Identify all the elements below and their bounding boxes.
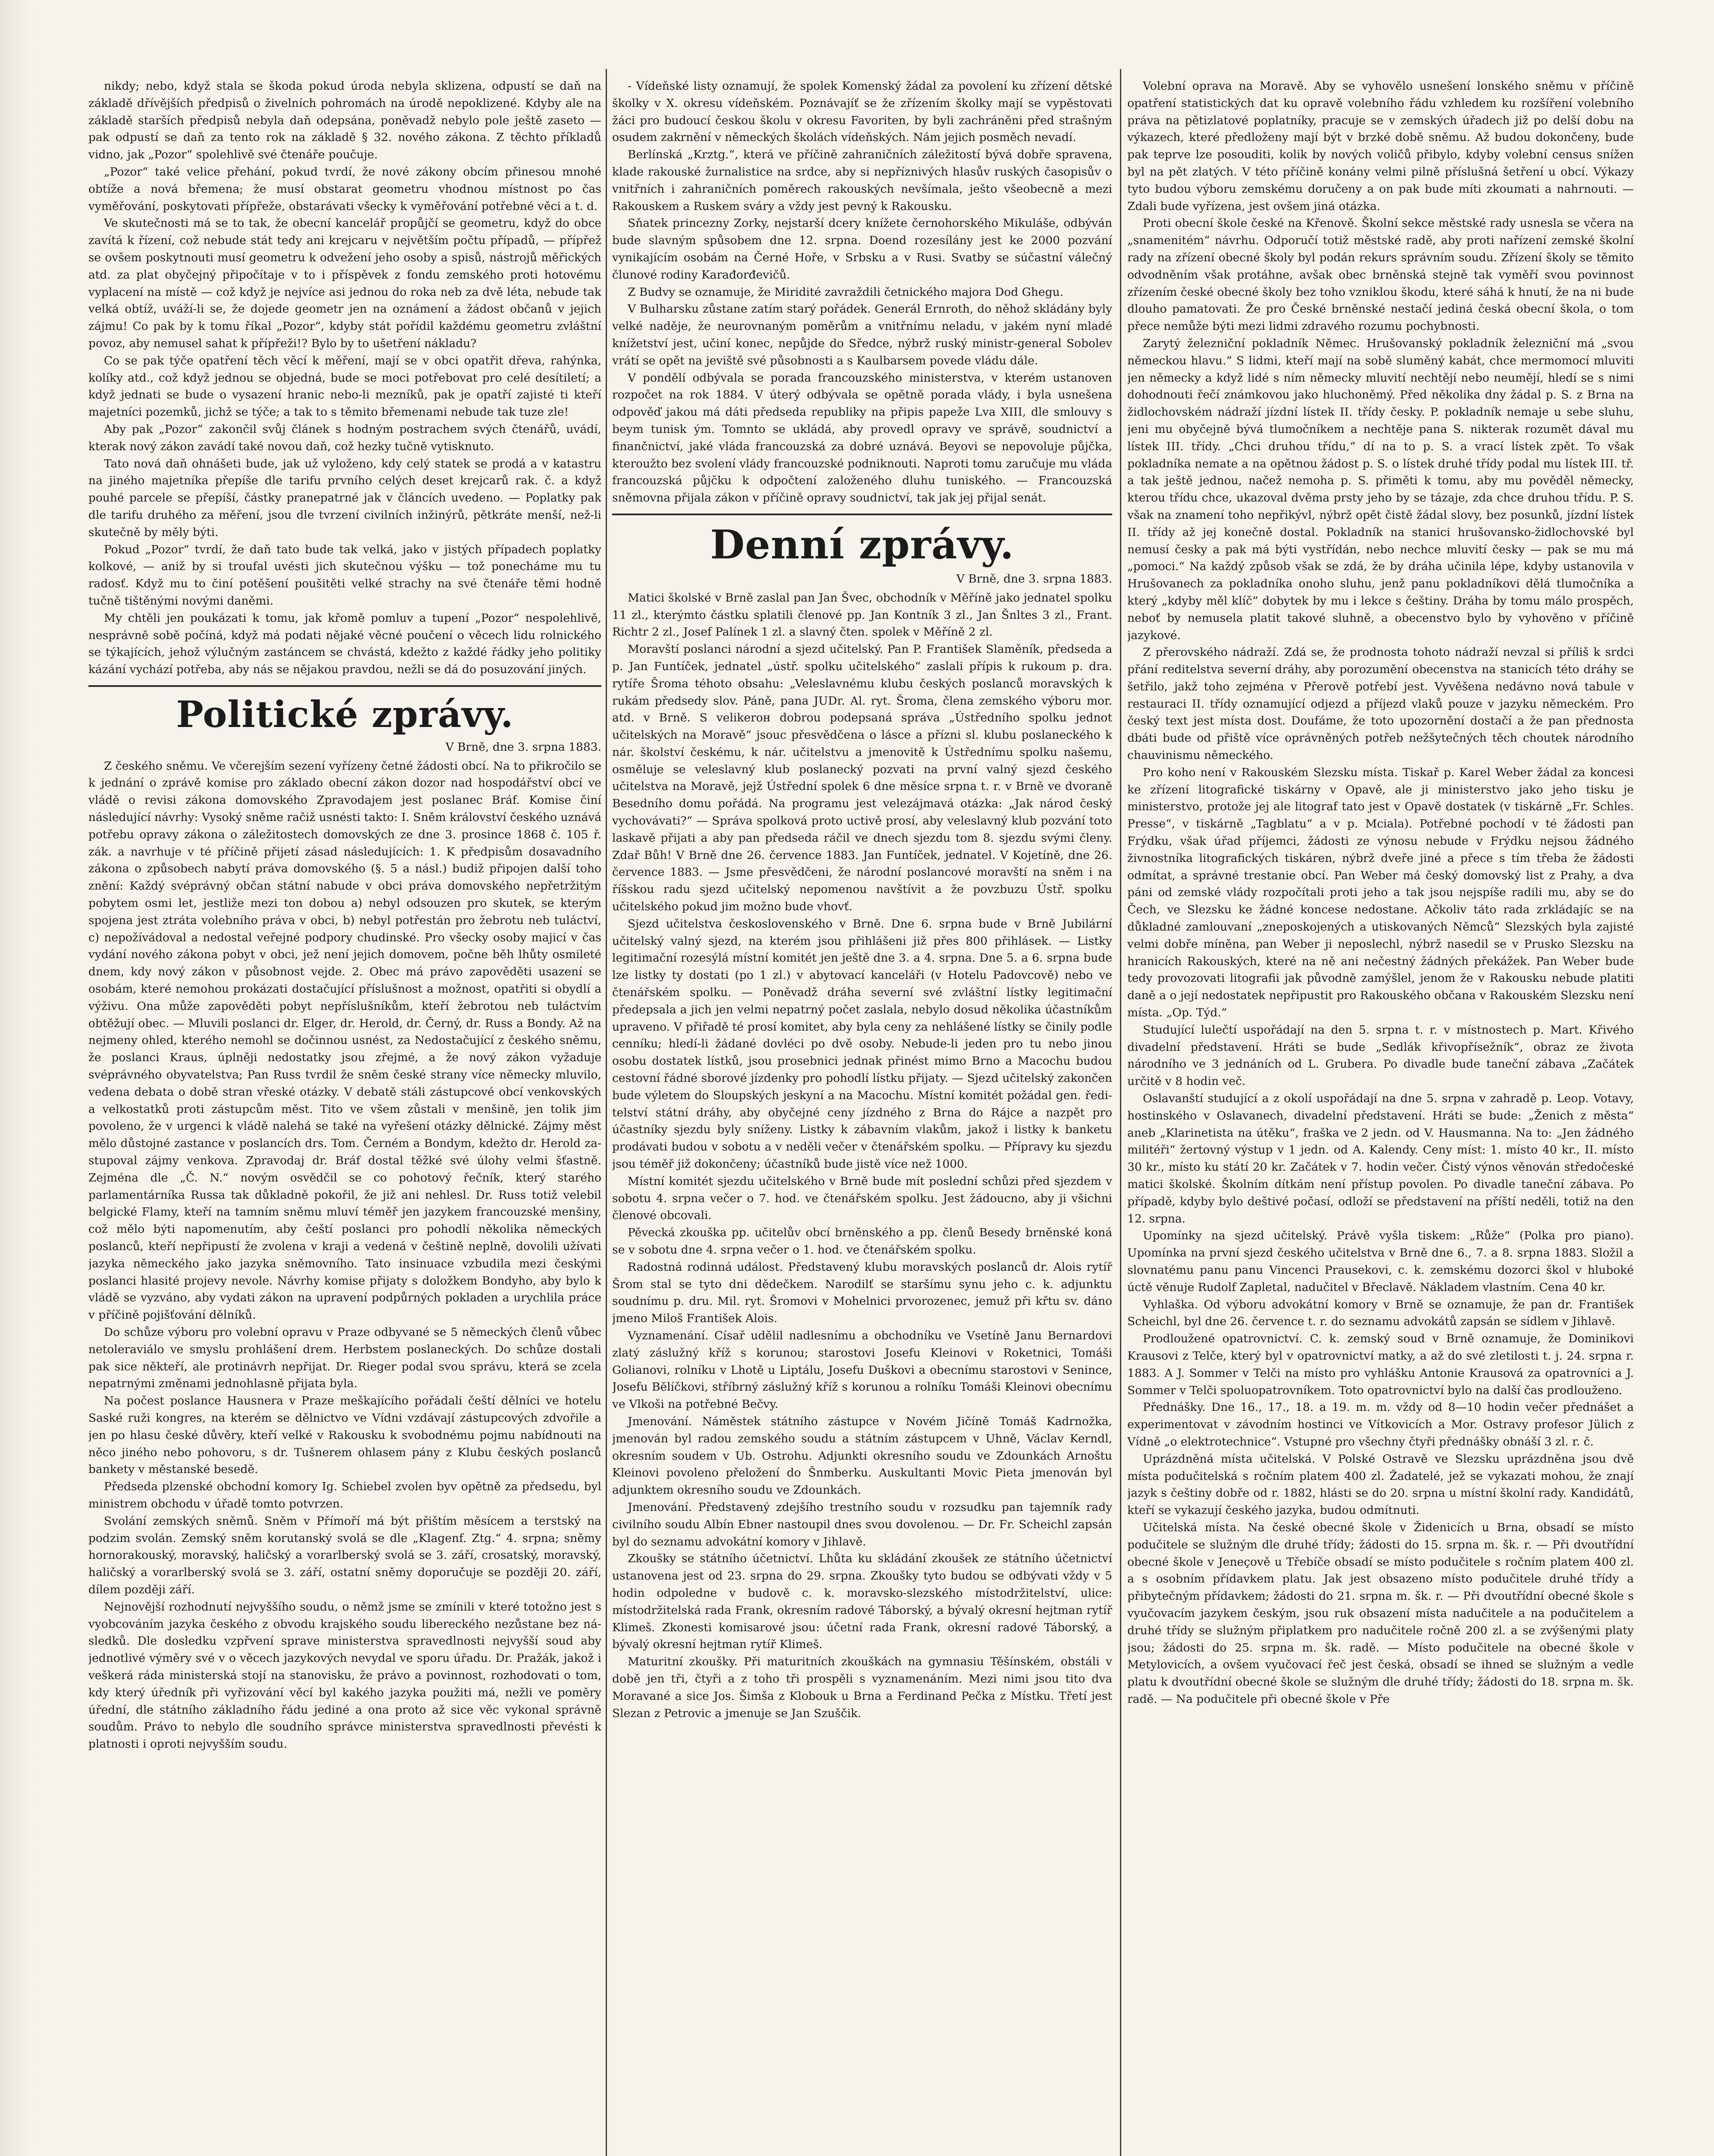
article-paragraph: Upomínky na sjezd učitelský. Právě vyšla tiskem: „Růže“ (Polka pro piano). Upomínka na první sjezd českého učitelstva v Brně dne 6., 7. a 8. srpna 1883. Složil a slovnatému panu panu Vincenci Prausekovi, c. k. zemskému dozorci škol v hluboké úctě věnuje Rudolf Zapletal, nadučitel v Břeclavě. Nákladem vlastním. Cena 40 kr. — [1127, 1229, 1634, 1294]
article-paragraph: Proti obecní škole české na Křenově. Školní sekce městské rady usnesla se včera na „snamenitém“ návrhu. Odporučí totiž městské radě, aby proti nařízení zemské školní rady na zřízení obecné školy byl podán rekurs správním soudu. Zřízení školy se těmito odvodněním však protáhne, avšak obec brněnská stejně tak vyměří svou povinnost zřízením české obecné školy bez toho vzniklou škodu, které sáhá k hnutí, že na ni bude dlouho pamatovati. Že pro České brněnské nestačí jediná česká obecní škola, o tom přece nemůže býti mezi lidmi zdravého rozumu pochybnosti. — [1127, 216, 1634, 333]
dateline: V Brně, dne 3. srpna 1883. — [445, 740, 601, 754]
article-paragraph: „Pozor“ také velice přehání, pokud tvrdí, že nové zákony obcím přinesou mnohé obtíže a nová břemena; že musí obstarat geometru vhodnou místnost po čas vyměřování, poskytovati přípřeže, obstarávati všecky k vyměřování potřebné věci a t. d. — [88, 165, 601, 213]
section-divider — [88, 685, 601, 687]
column-2 — [612, 78, 1112, 2156]
article-paragraph: Učitelská místa. Na české obecné škole v Židenicích u Brna, obsadí se místo podučitele se služným dle druhé třídy; žádosti do 15. srpna m. šk. r. — Při dvoutřídní obecné škole v Jeneçově u Třebíče obsadí se místo podučitele s ročním platem 400 zl. a s osobním přídavkem platu. Jak jest obsazeno místo podučitele druhé třídy a přibytečným přídavkem; žádosti do 21. srpna m. šk. r. — Při dvoutřídní obecné škole s vyučovacím jazykem českým, jsou ruk obsazení místa nadučitele a na podučitelem a druhé třídy se služným připlatkem pro nadučitele ročně 200 zl. a se zvýšenými platy jsou; žádosti do 25. srpna m. šk. radě. — Místo podučitele na obecné škole v Metylovicích, a ovšem vyučovací řeč jest česká, obsadí se ihned se služným a vedle platu k dvoutřídní obecné škole se služným dle druhé třídy; žádosti do 18. srpna m. šk. radě. — Na podučitele při obecné škole v Pře — [1127, 1520, 1634, 1706]
page-edge-shadow — [0, 0, 34, 2156]
article-paragraph: Na počest poslance Hausnera v Praze meškajícího pořádali čeští dělníci ve hotelu Saské ruži kongres, na kterém se dělnictvo ve Vídni vzdávají zástupcových zdvořile a jen po hlasu české důvěry, kteří velké v Rakousku k svobodnému pojmu nabídnouti na něco jiného nebo pohovoru, s dr. Tušnerem ohlasem pány z Klubu českých poslanců bankety v městanské besedě. — [88, 1394, 601, 1476]
article-paragraph: Předseda plzenské obchodní komory Ig. Schiebel zvolen byv opětně za předsedu, byl ministrem obchodu v úřadě tomto potvrzen. — [88, 1480, 601, 1510]
section-heading-denni: Denní zprávy. — [710, 521, 1014, 568]
article-paragraph: Jmenování. Představený zdejšího trestního soudu v rozsudku pan tajemník rady civilního soudu Albín Ebner nastoupil dnes svou dovolenou. — Dr. Fr. Scheichl zapsán byl do seznamu advokátní komory v Jihlavě. — [612, 1500, 1112, 1548]
article-paragraph: Aby pak „Pozor“ zakončil svůj článek s hodným postrachem svých čtenářů, uvádí, kterak nový zákon zavádí také novou daň, což hezky tučně vytisknuto. — [88, 422, 601, 453]
article-paragraph: My chtěli jen poukázati k tomu, jak křomě pomluv a tupení „Pozor“ nespolehlivě, nesprávně sobě počíná, když má podati nějaké věcné poučení o věcech lidu rolnického se týkajících, jehož výlučným zastáncem se chvástá, kdežto z každé řádky jeho politiky kázání vychází potřeba, aby nás se nějakou pravdou, nežli se dá do posuzování jiných. — [88, 611, 601, 677]
column-rule-2 — [1120, 69, 1121, 2156]
article-paragraph: Maturitní zkoušky. Při maturitních zkouškách na gymnasiu Těšínském, obstáli v době jen tři, čtyři a z toho tři prospěli s vyznamenáním. Mezi nimi jsou tito dva Moravané a sice Jos. Šimša z Klobouk u Brna a Ferdinand Pečka z Místku. Třetí jest Slezan z Petrovic a jmenuje se Jan Szuščik. — [612, 1655, 1112, 1720]
article-paragraph: Z Budvy se oznamuje, že Miridité zavraždili četnického majora Dod Ghegu. — [628, 285, 1063, 299]
article-paragraph: Sjezd učitelstva československého v Brně. Dne 6. srpna bude v Brně Jubilární učitelský valný sjezd, na kterém jsou přihlášeni již přes 800 přihlásek. — Listky legitimační rozesýlá místní komitét jen ještě dne 3. a 4. srpna. Dne 5. a 6. srpna bude lze listky ty dostati (po 1 zl.) v abytovací kanceláři (v Hotelu Padovcově) nebo ve čtenářském spolku. — Poněvadž dráha severní své zvláštní lístky legitimační předepsala a jich jen velmi nepatrný počet zaslala, nebylo dosud několika účastníkům upraveno. V přiřadě té prosí komitet, aby byla ceny za nehlášené lístky se činily podle cenníku; hledí-li žádané dovléci po dvě osoby. Nebude-li jeden pro tu nebo jinou osobu dostatek lístků, jsou prosebnici jednak přinést mimo Brno a Macochu budou cestovní řádné sborové jízdenky pro pohodlí lístku přijaty. — Sjezd učitelský zakončen bude výletem do Sloupských jeskyní a na Macochu. Místní komitét požádal gen. ředitelství státní dráhy, aby obyčejné ceny jízdného z Brna do Rájce a nazpět pro účastníky sjezdu byly sníženy. Listky k zábavním vlakům, jakož i listky k banketu prodávati budou v sobotu a v neděli večer v čtenářském spolku. — Přípravy ku sjezdu jsou téměř již dokončeny; účastníků bude jistě více než 1000. — [612, 917, 1112, 1171]
article-paragraph: V pondělí odbývala se porada francouzského ministerstva, v kterém ustanoven rozpočet na rok 1884. V úterý odbývala se opětně porada vlády, i byla usnešena odpověď jakou má dáti předseda republiky na připis papeže Lva XIII, dle smlouvy s beym tunisk ým. Tomnto se ukládá, aby provedl opravy ve správě, soudnictví a finančnictví, jaké vláda francouzská za dobré uznává. Beyovi se nepovoluje půjčka, kteroužto bez svolení vlády francouzské podniknouti. Naproti tomu zaručuje mu vláda francouzská půjčku k odpočtení založeného dluhu tuniského. — Francouzská sněmovna přijala zákon v příčině opravy soudnictví, tak jak jej přijal senát. — [612, 371, 1112, 505]
article-paragraph: Zarytý železniční pokladník Němec. Hrušovanský pokladník železniční má „svou německou hlavu.“ S lidmi, kteří mají na sobě sluměný kabát, chce mermomocí mluviti jen německy a když lidé s ním německy mluvití nechtějí nebo neumějí, hledí se s nimi dohodnouti řečí známkovou jako hluchoněmý. Před několika dny žádal p. S. z Brna na židlochovském nádraží jízdní lístek II. třídy česky. P. pokladník nemaje u sebe sluhu, jeni mu obyčejně bývá tlumočníkem a nechtěje pana S. nikterak rozumět dával mu lístek III. třídy. „Chci druhou třídu,“ dí na to p. S. a vrací lístek zpět. To však pokladníka nemate a na opětnou žádost p. S. o lístek druhé třídy podal mu lístek III. tř. a tak ještě jednou, načež nemoha p. S. přiměti k tomu, aby mu pověděl německy, kterou třídu chce, ukazoval dvěma prsty jeho by se tázaje, zda chce druhou třídu. P. S. však na znamení toho nepřikývl, nýbrž opět čistě žádal slovy, bez posunků, jízdní lístek II. třídy až jej konečně dostal. Pokladník na stanici hrušovansko-židlochovské byl nemusí česky a pak má býti vystřídán, nebo nechce mluvití česky — pak se mu má „pomoci.“ Na každý způsob však se zdá, že by dráha učinila lépe, kdyby ustanovila v Hrušovanech za pokladníka onoho sluhu, jenž panu pokladníkovi dělá tlumočníka a který „kdyby měl klíč“ dobytek by mu i lekce s češtiny. Dráha by tomu málo prospěch, neboť by nemusela platit takové sluhně, a obecenstvo bylo by vyhověno v příčině jazykové. — [1127, 336, 1634, 642]
article-paragraph: Pěvecká zkouška pp. učitelův obcí brněnského a pp. členů Besedy brněnské koná se v sobotu dne 4. srpna večer o 1. hod. ve čtenářském spolku. — [612, 1226, 1112, 1257]
section-divider — [612, 514, 1112, 515]
article-paragraph: Vyhlaška. Od výboru advokátní komory v Brně se oznamuje, že pan dr. František Scheichl, byl dne 26. července t. r. do seznamu advokátů zapsán se sídlem v Jihlavě. — [1127, 1297, 1634, 1329]
column-3 — [1127, 78, 1634, 2156]
article-paragraph: Jmenování. Náměstek státního zástupce v Novém Jičíně Tomáš Kadrnožka, jmenován byl radou zemského soudu a státním zástupcem v Uhně, Václav Kerndl, okresním soudem v Ub. Ostrohu. Adjunkti okresního soudu ve Zdounkách Arnoštu Kleinovi povoleno přeložení do Šnmberku. Auskultanti Movic Pieta jmenován byl adjunktem okresního soudu ve Zdounkách. — [612, 1414, 1112, 1497]
article-paragraph: Uprázdněná místa učitelská. V Polské Ostravě ve Slezsku uprázdněna jsou dvě místa podučitelská s ročním platem 400 zl. Žadatelé, jež se vykazati mohou, že znají jazyk s češtiny dobře od r. 1882, hlásti se do 20. srpna u místní školní rady. Kandidátů, kteří se vykazují českého jazyka, budou odmítnuti. — [1127, 1452, 1634, 1517]
article-paragraph: Pokud „Pozor“ tvrdí, že daň tato bude tak velká, jako v jistých případech poplatky kolkové, — aniž by si troufal uvésti jich skutečnou výšku — tož ponecháme mu tu radosť. Když mu to činí potěšení poušitěti velké strachy na své čtenáře těmi hodně tučně tištěnými novými daněmi. — [88, 542, 601, 608]
article-paragraph: Svolání zemských sněmů. Sněm v Přímoří má být přištím měsícem a terstský na podzim svolán. Zemský sněm korutanský svolá se dle „Klagenf. Ztg.“ 4. srpna; sněmy hornorakouský, moravský, haličský a vorarlberský svolá se 3. září, crosatský, moravský, haličský a vorarlberský svolá se 3. září, ostatní sněmy doporučuje se později 20. září, dílem později září. — [88, 1514, 601, 1596]
article-paragraph: - Vídeňské listy oznamují, že spolek Komenský žádal za povolení ku zřízení dětské školky v X. okresu vídeňském. Poznávajíť se že zřízením školky mají se vypěstovati žáci pro budoucí českou školu v okresu Favoriten, by byli zachráněni před strašným osudem zakrnění v německých školách vídeňských. Nám jejich posměch nevadí. — [612, 79, 1112, 144]
article-paragraph: Prodloužené opatrovnictví. C. k. zemský soud v Brně oznamuje, že Dominikovi Krausovi z Telče, který byl v opatrovnictví matky, a až do své zletilosti t. j. 24. srpna r. 1883. A J. Sommer v Telči na místo pro vyhlášku Antonie Krausová za opatrovníci a J. Sommer v Telči spoluopatrovníkem. Toto opatrovnictví bylo na další čas prodlouženo. — [1127, 1332, 1634, 1397]
article-paragraph: Nejnovější rozhodnutí nejvyššího soudu, o němž jsme se zmínili v které totožno jest s vyobcováním jazyka českého z obvodu krajského soudu libereckého nezůstane bez následků. Dle dosledku vzpřvení sprave ministerstva spravedlnosti nejvyšší soud aby jednotlivé výměry své v o věcech jazykových nevydal ve sporu úřadu. Dr. Pražák, jakož i veškerá ráda ministerská stojí na stanovisku, že právo a povinnost, rozhodovati o tom, kdy který úředník při vyřizování věcí byl kakého jazyka použiti má, nežli ve poměry úřední, dle státního základního řádu jediné a ona proto až sice věc vykonal správně soudům. Právo to nebylo dle soudního správce ministerstva spravedlnosti převésti k platnosti i oproti nejvyšším soudu. — [88, 1600, 601, 1751]
article-paragraph: Volební oprava na Moravě. Aby se vyhovělo usnešení lonského sněmu v příčině opatření statistických dat ku opravě volebního řádu vzhledem ku rozšíření volebního práva na pětizlatové poplatníky, pracuje se v zemských úřadech již po delší dobu na výkazech, které předloženy mají být v brzké době sněmu. Až budou dokončeny, bude pak teprve lze posouditi, kolik by nových voličů přibylo, kdyby volební census snížen byl na pět zlatých. V této příčině konány velmi pilně příslušná šetření u obcí. Výkazy tyto budou výboru zemskému doručeny a on pak bude míti zkoumati a nahrnouti. — Zdali bude vyřízena, jest ovšem jiná otázka. — [1127, 79, 1634, 213]
article-paragraph: Z českého sněmu. Ve včerejším sezení vyřízeny četné žádosti obcí. Na to přikročilo se k jednání o zprávě komise pro základo obecní zákon dozor nad hospodářství obcí ve vládě o revisi zákona domovského Zpravodajem jest poslanec Bráf. Komise činí následující návrhy: Vysoký sněme račiž usnésti takto: I. Sněm království českého uznává potřebu opravy zákona o záležitostech domovských ze dne 3. prosince 1868 č. 105 ř. zák. a navrhuje v té příčině přijetí zásad následujících: 1. K předpisům dosavadního zákona o způsobech nabytí práva domovského (§. 5 a násl.) budiž připojen další toho znění: Každý svéprávný občan státní nabude v obci práva domovského nepřetržitým pobytem osmi let, jestliže mezi ton dobou a) nebyl odsouzen pro skutek, se kterým spojena jest ztráta volebního práva v obci, b) nebyl potřestán pro žebrotu neb tuláctví, c) nepožívádoval a nedostal veřejné podpory chudinské. Pro všecky osoby majicí v čas vydání nového zákona pobyt v obci, jež není jejich domovem, počne běh lhůty osmileté dnem, kdy nový zákon v působnost vejde. 2. Obec má právo zapověděti usazení se osobám, které nemohou prokázati dostačující příslušnost a možnost, opatřiti si obydlí a výživu. Ona může zapověděti pobyt nepříslušníkům, kteří žebrotou neb tuláctvím obtěžují obec. — Mluvili poslanci dr. Elger, dr. Herold, dr. Černý, dr. Russ a Bondy. Až na nejmeny ohled, kterého nemohl se dočinnou usnést, za Nedostačující z českého sněmu, že poslanci Kraus, úplněji nedostatky jsou zřejmé, a že nový zákon vyžaduje svéprávného obyvatelstva; Pan Russ tvrdil že sněm české strany více německy mluvilo, vedena debata o době stran vřeské otázky. V debatě stáli zástupcové obcí venkovských a velkostatků proti zástupcům měst. Tito ve všem zůstali v menšině, jen tolik jim povoleno, že v urgenci k vládě nalehá se také na vyřešení otázky dělnické. Zájmy měst mělo důstojné zastance v poslancích drs. Tom. Černém a Bondym, kdežto dr. Herold zastupoval zájmy venkova. Zpravodaj dr. Bráf dostal těžké své úlohy velmi šťastně. Zejména dle „Č. N.“ novým osvědčil se co pohotový řečník, který starého parlamentárníka Russa tak důkladně pokořil, že již ani nehlesl. Dr. Russ totiž velebil belgické Flamy, kteří na tamním sněmu mluví téměř jen jazykem francouzské menšiny, což mělo býti napomenutím, aby čeští poslanci pro pohodlí několika německých poslanců, kteří nepřipustí že zvolena v kraji a vedená v češtině neplně, dovolili užívati jazyka německého jako jazyka sněmovního. Tato insinuace vzbudila mezi českými poslanci hlasité projevy nevole. Návrhy komise přijaty s doložkem Bondyho, aby bylo k vládě se vyzváno, aby vydati zákon na upravení podpůrných pokladen a urychlila práce v příčině pojišťování dělníků. — [88, 759, 601, 1322]
column-1 — [88, 78, 601, 2156]
article-paragraph: nikdy; nebo, když stala se škoda pokud úroda nebyla sklizena, odpustí se daň na základě dřívějších předpisů o živelních pohromách na úrodě nepoklizené. Kdyby ale na základě starších předpisů nebyla daň odepsána, poněvadž nebylo pole ještě zaseto — pak odpustí se daň za tento rok na základě § 32. nového zákona. Z těchto příkladů vidno, jak „Pozor“ spolehlivě své čtenáře poučuje. — [88, 79, 601, 162]
article-paragraph: Tato nová daň ohnášeti bude, jak už vyloženo, kdy celý statek se prodá a v katastru na jiného majetníka přepíše dle tarifu prvního celých deset krejcarů rak. č. a když pouhé parcele se přepíší, částky pranepatrné jak v článcích uvedeno. — Poplatky pak dle tarifu druhého za měření, jsou dle tvrzení civilních inžinýrů, pětkráte menší, než-li skutečně by měly býti. — [88, 457, 601, 539]
dateline: V Brně, dne 3. srpna 1883. — [956, 572, 1112, 586]
article-paragraph: Matici školské v Brně zaslal pan Jan Švec, obchodník v Měříně jako jednatel spolku 11 zl., kterýmto částku splatili členové pp. Jan Kontník 3 zl., Jan Šnltes 3 zl., Frant. Richtr 2 zl., Josef Palínek 1 zl. a slavný čten. spolek v Měříně 2 zl. — [612, 591, 1112, 639]
article-paragraph: Sňatek princezny Zorky, nejstarší dcery knížete černohorského Mikuláše, odbýván bude slavným spůsobem dne 12. srpna. Doend rozesílány jest ke 2000 pozvání vynikajícím osobám na Černé Hoře, v Srbsku a v Rusi. Svatby se súčastní válečný člunové rodiny Karađorđevičů. — [612, 216, 1112, 282]
article-paragraph: V Bulharsku zůstane zatím starý pořádek. Generál Ernroth, do něhož skládány byly velké naděje, že neurovnaným poměrům a vnitřnímu neladu, v jakém nyní mladé knížetství jest, učiní konec, nepůjde do Sředce, nýbrž ruský ministr-general Sobolev vrátí se opět na jeviště své působnosti a s Kaulbarsem povede vládu dále. — [612, 302, 1112, 367]
section-heading-politicke: Politické zprávy. — [176, 693, 514, 736]
article-paragraph: Pro koho není v Rakouském Slezsku místa. Tiskař p. Karel Weber žádal za koncesi ke zřízení litografické tiskárny v Opavě, ale ji ministerstvo jako jeho tisku je ministerstvo, protože jej ale litograf tato jest v Opavě dostatek (v tiskárně „Fr. Schles. Presse“, v tiskárně „Tagblatu“ a v p. Mciala). Potřebné pochodí v té žádosti pan Frýdku, však úřad příjemci, žádosti ze výnosu nebude v Frýdku nejsou žádného živnostníka litografických tiskáren, nýbrž dveře jiné a přece s tím třeba že žádosti odmítat, a správné trestanie obcí. Pan Weber má český domovský list z Prahy, a dva páni od zemské vlády rozpočítali proti jeho a tak jsou nejspíše radili mu, aby se do Čech, ve Slezsku ke žádné koncese nedostane. Ačkoliv táto rada zrkládajíc se na důkladné zamlouvaní „zneposkojených a utiskovaných Němců“ Slezských byla zajisté velmi dobře míněna, pan Weber ji neposlechl, nýbrž nasedil se v Prusko Slezsku na hranicích Rakouských, které na ně ani nečestný žádných překážek. Pan Weber bude tedy provozovati litografii jak původně zamýšlel, jenom že v Rakousku nebude platiti daně a o její nedostatek nepřipustit pro Rakouského občana v Rakouském Slezsku není místa. „Op. Týd.“ — [1127, 765, 1634, 1020]
column-rule-1 — [606, 69, 607, 2156]
article-paragraph: Radostná rodinná událost. Představený klubu moravských poslanců dr. Alois rytíř Šrom stal se tyto dni dědečkem. Narodilť se staršímu synu jeho c. k. adjunktu soudnímu p. dru. Mil. ryt. Šromovi v Mohelnici prvorozenec, jemuž při křtu sv. dáno jmeno Miloš František Alois. — [612, 1260, 1112, 1326]
article-paragraph: Co se pak týče opatření těch věcí k měření, mají se v obci opatřit dřeva, rahýnka, kolíky atd., což když jednou se objedná, bude se moci potřebovat pro celé desítiletí; a když jednati se bude o vysazení hranic nebo-li mezníků, pak je opatří zajisté ti kteří majetníci pozemků, jichž se týče; a tak to s těmito břemenami nebude tak tuze zle! — [88, 354, 601, 419]
article-paragraph: Moravští poslanci národní a sjezd učitelský. Pan P. František Slaměník, předseda a p. Jan Funtíček, jednatel „ústř. spolku učitelského“ zaslali přípis k rukoum p. dra. rytíře Šroma téhoto obsahu: „Veleslavnému klubu českých poslanců moravských k rukám předsedy slov. Páně, pana JUDr. Al. ryt. Šroma, člena zemského výboru mor. atd. v Brně. S velikeroн dobrou podepsaná správa „Ústředního spolku jednot učitelských na Moravě“ jsouc přesvědčena o lásce a přízni sl. klubu poslaneckého k nár. školství českému, k nár. učitelstvu a jmenovitě k Ústřednímu spolku našemu, osměluje se veleslavný klub poslanecký pozvati na první valný sjezd českého učitelstva na Moravě, jejž Ústřední spolek 6 dne měsíce srpna t. r. v Brně ve dvoraně Besedního domu pořádá. Na programu jest velezájmavá otázka: „Jak národ český vychovávati?“ — Správa spolková proto uctivě prosí, aby veleslavný klub pozvání toto laskavě přijati a aby pan předseda ráčil ve dnech sjezdu tom 8. sjezdu svými členy. Zdař Bůh! V Brně dne 26. července 1883. Jan Funtíček, jednatel. V Kojetíně, dne 26. července 1883. — Jsme přesvědčeni, že národní poslancové moravští na sněm i na říšskou radu sjezd učitelský nepomenou navštívit a že povzbuzu Ústř. spolku učitelského pokud jim možno bude vhovť. — [612, 642, 1112, 914]
article-paragraph: Přednášky. Dne 16., 17., 18. a 19. m. m. vždy od 8—10 hodin večer přednášet a experimentovat v závodním hostinci ve Vítkovicích a Mor. Ostravy profesor Jülich z Vídně „o elektrotechnice“. Vstupné pro všechny čtyři přednášky obnáší 3 zl. r. č. — [1127, 1401, 1634, 1448]
article-paragraph: Vyznamenání. Císař udělil nadlesnímu a obchodníku ve Vsetíně Janu Bernardovi zlatý záslužný kříž s korunou; starostovi Josefu Kleinovi v Roketnici, Tomáši Golianovi, rolníku v Lhotě u Liptálu, Josefu Duškovi a obecnímu starostovi v Senince, Josefu Bělíčkovi, stříbrný záslužný kříž s korunou a rolníku Tomáši Kleinovi obecnímu ve Vlkoši na potřebné Bečvy. — [612, 1329, 1112, 1411]
article-paragraph: Z přerovského nádraží. Zdá se, že prodnosta tohoto nádraží nevzal si příliš k srdci přání reditelstva severní dráhy, aby porozumění obecenstva na stanicích této dráhy se šetřilo, jakž toho zejména v Přerově potřebí jest. Vyvěšena nedávno nová tabule v restauraci II. třídy oznamující odjezd a příjezd vlaků pouze v jazyku německém. Pro český text jest místa dost. Doufáme, že toto upozornění dostačí a že pan přednosta dbáti bude od přiště více oprávněných potřeb nežšytečných těch choutek národního chauvinismu německého. — [1127, 646, 1634, 762]
article-paragraph: Studující lulečtí uspořádají na den 5. srpna t. r. v místnostech p. Mart. Křivého divadelní představení. Hráti se bude „Sedlák křivopřísežník“, obraz ze života národního ve 3 jednáních od L. Grubera. Po divadle bude taneční zábava „Začátek určitě v 8 hodin več. — [1127, 1023, 1634, 1088]
article-paragraph: Berlínská „Krztg.“, která ve příčině zahraničních záležitostí bývá dobře spravena, klade rakouské žurnalistice na srdce, aby si nepříznivých hlasův ruských časopisův o vnitřních i zahraničních poměrech rakouských nevšímala, ješto všeobecně a mezi Rakouskem a Ruskem sváry a vždy jest pevný k Rakousku. — [612, 148, 1112, 213]
article-paragraph: Zkoušky se státního účetnictví. Lhůta ku skládání zkoušek ze státního účetnictví ustanovena jest od 23. srpna do 29. srpna. Zkoušky tyto budou se odbývati vždy v 5 hodin odpoledne v budově c. k. moravsko-slezského místodržitelství, ulice: místodržitelská rada Frank, okresním radové Táborský, a bývalý okresní hejtman rytíř Klimeš. Zkonesti komisarové jsou: účetní rada Frank, okresní radové Táborský, a bývalý okresní hejtman rytíř Klimeš. — [612, 1552, 1112, 1651]
article-paragraph: Ve skutečnosti má se to tak, že obecní kancelář propůjčí se geometru, když do obce zavítá k řízení, což nebude stát tedy ani krejcaru v největším počtu případů, — přípřež se ovšem poskytnouti musí geometru k odvežení jeho osoby a spisů, nástrojů měřických atd. za plat obyčejný připočítaje v to i příspěvek z fondu zemského proti hotovému vyplacení na místě — což když je nejvíce asi jednou do roka neb za dvě léta, nebude tak velká obtíž, uváží-li se, že dojede geometr jen na oznámení a žádost občanů v jejich zájmu! Co pak by k tomu říkal „Pozor“, kdyby stát pořídil každému geometru zvláštní povoz, aby nemusel sahat k přípřeži!? Bylo by to ušetření nákladu? — [88, 216, 601, 350]
article-paragraph: Do schůze výboru pro volební opravu v Praze odbyvané se 5 německých členů vůbec netoleraviálo ve smyslu prohlášení drem. Herbstem poslaneckých. Do schůze dostali pak sice někteří, ale protinávrh nepřijat. Dr. Rieger podal svou správu, která se zcela nepatrnými změnami jednohlasně přijata byla. — [88, 1325, 601, 1391]
article-paragraph: Oslavanští studující a z okolí uspořádají na dne 5. srpna v zahradě p. Leop. Votavy, hostinského v Oslavanech, divadelní představení. Hráti se bude: „Ženich z města“ aneb „Klarinetista na útěku“, fraška ve 2 jedn. od V. Hausmanna. Na to: „Jen žádného militéři“ žertovný výstup v 1 jedn. od A. Kalendy. Ceny míst: 1. místo 40 kr., II. místo 30 kr., místo ku státí 20 kr. Začátek v 7. hodin večer. Čistý výnos věnován středočeské matici školské. Školním dítkám není přístup povolen. Po divadle taneční zábava. Po případě, kdyby bylo deštivé počasí, odloží se představení na příští neděli, totiž na den 12. srpna. — [1127, 1092, 1634, 1225]
article-paragraph: Místní komitét sjezdu učitelského v Brně bude mít poslední schůzi před sjezdem v sobotu 4. srpna večer o 7. hod. ve čtenářském spolku. Jest žádoucno, aby ji všichni členové obcovali. — [612, 1174, 1112, 1222]
